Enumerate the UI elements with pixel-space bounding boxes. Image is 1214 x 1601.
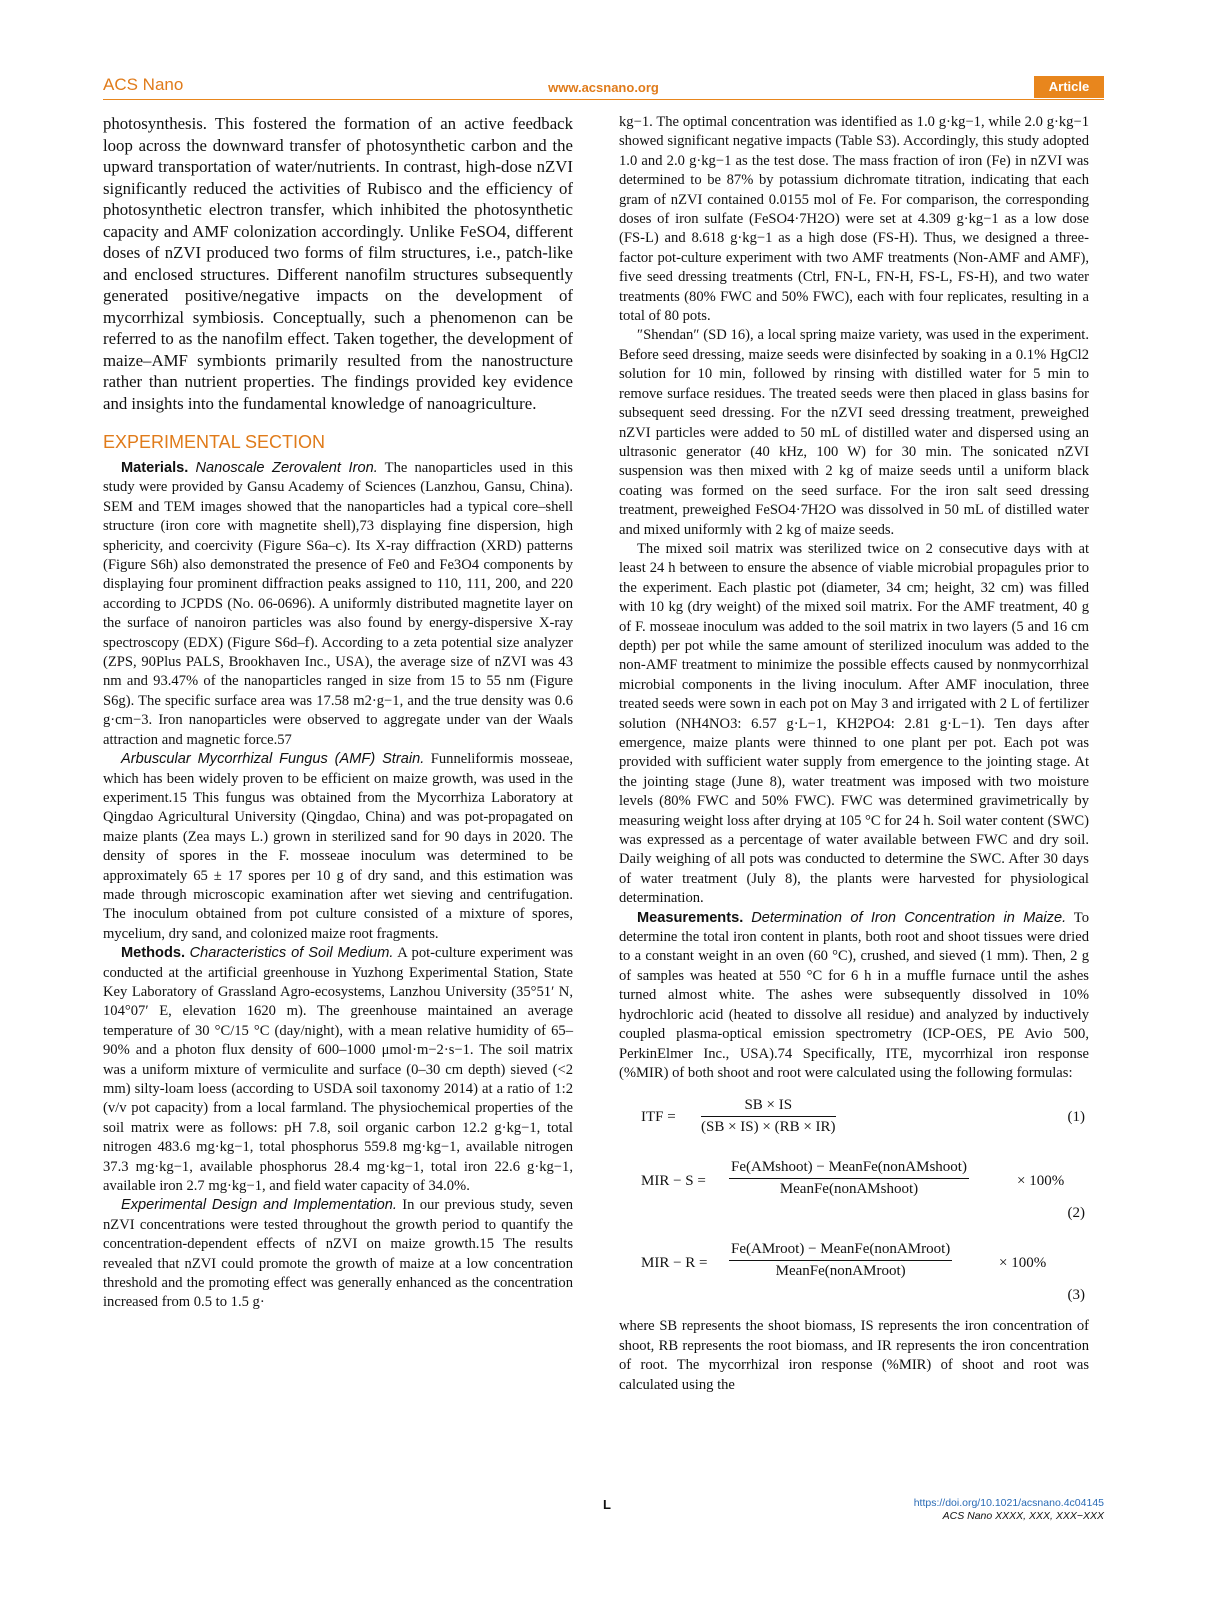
equation-2 <box>619 1159 1089 1227</box>
left-column <box>103 113 573 1313</box>
subheading: Experimental Design and Implementation. <box>121 1197 397 1214</box>
amf-paragraph <box>103 750 573 944</box>
equation-tail: × 100% <box>1017 1173 1065 1190</box>
methods-paragraph <box>103 944 573 1196</box>
journal-name: ACS Nano <box>103 75 184 94</box>
materials-paragraph <box>103 459 573 750</box>
paragraph-text: A pot-culture experiment was conducted at the artificial greenhouse in Yuzhong Experimental Station, State Key Laboratory of Grassland Agro-ecosystems, Lanzhou University (35°51′ N, 104°07′ E, elevation 1620 m). The greenhouse maintained an average temperature of 30 °C/15 °C (day/night), with a mean relative humidity of 65–90% and a photon flux density of 600–1000 μmol·m−2·s−1. The soil matrix was a uniform mixture of vermiculite and surface (0–30 cm depth) sieved (<2 mm) silty-loam loess (according to USDA soil taxonomy 2014) at a ratio of 1:2 (v/v pot capacity) from a local farmland. The physiochemical properties of the soil matrix were as follows: pH 7.8, soil organic carbon 12.2 g·kg−1, total nitrogen 483.6 mg·kg−1, total phosphorus 559.8 mg·kg−1, available nitrogen 37.3 mg·kg−1, available phosphorus 28.4 mg·kg−1, total iron 22.6 g·kg−1, available iron 2.7 mg·kg−1, and field water capacity of 34.0%. <box>103 945 573 1195</box>
equation-denominator: MeanFe(nonAMshoot) <box>779 1181 919 1198</box>
equation-definitions: where SB represents the shoot biomass, IS represents the iron concentration of shoot, RB represents the root biomass, and IR represents the iron concentration of root. The mycorrhizal iron response (%MIR) of shoot and root was calculated using the <box>619 1318 1089 1393</box>
citation-text: ACS Nano XXXX, XXX, XXX−XXX <box>942 1510 1104 1522</box>
equation-fraction <box>729 1159 969 1198</box>
seed-dressing-paragraph: ″Shendan″ (SD 16), a local spring maize variety, was used in the experiment. Before seed dressing, maize seeds were disinfected by soaking in a 0.1% HgCl2 solution for 10 min, followed by rinsing with distilled water for 5 min to remove surface residues. The treated seeds were then placed in glass basins for subsequent seed dressing. For the nZVI seed dressing treatment, preweighed nZVI particles were added to 50 mL of distilled water and dispersed using an ultrasonic generator (40 kHz, 100 W) for 30 min. The sonicated nZVI suspension was then mixed with 2 kg of maize seeds until a uniform black coating was formed on the seed surface. For the iron salt seed dressing treatment, preweighed FeSO4·7H2O was dissolved in 50 mL of distilled water and mixed uniformly with 2 kg of maize seeds. <box>619 327 1089 538</box>
footer-citation <box>914 1497 1104 1523</box>
subheading: Nanoscale Zerovalent Iron. <box>195 460 378 476</box>
run-in-heading: Methods. <box>121 945 186 962</box>
equation-lhs: ITF = <box>641 1109 676 1126</box>
paragraph-text: The nanoparticles used in this study were provided by Gansu Academy of Sciences (Lanzhou, Gansu, China). SEM and TEM images showed that the nanoparticles had a typical core–shell structure (iron core with magnetite shell),73 displaying fine dispersion, high sphericity, and coercivity (Figure S6a–c). Its X-ray diffraction (XRD) patterns (Figure S6h) also demonstrated the presence of Fe0 and Fe3O4 components by displaying four prominent diffraction peaks assigned to 110, 111, 200, and 220 according to JCPDS (No. 06-0696). A uniformly distributed magnetite layer on the surface of nanoiron particles was also found by energy-dispersive X-ray spectroscopy (EDX) (Figure S6d–f). According to a zeta potential size analyzer (ZPS, 90Plus PALS, Brookhaven Inc., USA), the average size of nZVI was 43 nm and 93.47% of the nanoparticles ranged in size from 15 to 55 nm (Figure S6g). The specific surface area was 17.58 m2·g−1, and the true density was 0.6 g·cm−3. Iron nanoparticles were observed to aggregate under van der Waals attraction and magnetic force.57 <box>103 460 573 748</box>
equation-lhs: MIR − S = <box>641 1173 706 1190</box>
run-in-heading: Measurements. <box>637 909 744 926</box>
equation-number: (1) <box>1067 1109 1085 1126</box>
equation-fraction <box>701 1097 836 1136</box>
equation-denominator: MeanFe(nonAMroot) <box>775 1263 906 1280</box>
doi-link[interactable]: https://doi.org/10.1021/acsnano.4c04145 <box>913 1497 1104 1509</box>
equation-fraction <box>729 1241 952 1280</box>
equation-number: (3) <box>1067 1287 1085 1304</box>
measurements-paragraph <box>619 909 1089 1084</box>
paragraph-text: To determine the total iron content in plants, both root and shoot tissues were dried to a constant weight in an oven (60 °C), crushed, and sieved (1 mm). Then, 2 g of samples was heated at 550 °C for 6 h in a muffle furnace until the ashes turned almost white. The ashes were subsequently dissolved in 10% hydrochloric acid (heated to dissolve all residue) and analyzed by inductively coupled plasma-optical emission spectrometry (ICP-OES, PE Avio 500, PerkinElmer Inc., USA).74 Specifically, ITE, mycorrhizal iron response (%MIR) of both shoot and root were calculated using the following formulas: <box>619 909 1089 1081</box>
equation-numerator: Fe(AMroot) − MeanFe(nonAMroot) <box>729 1241 952 1261</box>
paragraph-text: Funneliformis mosseae, which has been widely proven to be efficient on maize growth, was used in the experiment.15 This fungus was obtained from the Mycorrhiza Laboratory at Qingdao Agricultural University (Qingdao, China) and was pot-propagated on maize plants (Zea mays L.) grown in sterilized sand for 90 days in 2020. The density of spores in the F. mosseae inoculum was determined to be approximately 65 ± 17 spores per 10 g of dry sand, and this estimation was made through microscopic examination after wet sieving and centrifugation. The inoculum obtained from pot culture consisted of a mixture of spores, mycelium, dry sand, and colonized maize root fragments. <box>103 751 573 942</box>
equation-3 <box>619 1241 1089 1309</box>
subheading: Arbuscular Mycorrhizal Fungus (AMF) Strain. <box>121 751 425 768</box>
equation-lhs: MIR − R = <box>641 1255 708 1272</box>
design-paragraph <box>103 1196 573 1312</box>
equation-numerator: SB × IS <box>701 1097 836 1117</box>
article-type-badge: Article <box>1034 76 1104 98</box>
equation-1 <box>619 1097 1089 1145</box>
design-continued-paragraph: kg−1. The optimal concentration was identified as 1.0 g·kg−1, while 2.0 g·kg−1 showed significant negative impacts (Table S3). Accordingly, this study adopted 1.0 and 2.0 g·kg−1 as the test dose. The mass fraction of iron (Fe) in nZVI was determined to be 87% by potassium dichromate titration, indicating that each gram of nZVI contained 0.0155 mol of Fe. For comparison, the corresponding doses of iron sulfate (FeSO4·7H2O) were set at 4.309 g·kg−1 as a low dose (FS-L) and 8.618 g·kg−1 as a high dose (FS-H). Thus, we designed a three-factor pot-culture experiment with two AMF treatments (Non-AMF and AMF), five seed dressing treatments (Ctrl, FN-L, FN-H, FS-L, FS-H), and two water treatments (80% FWC and 50% FWC), each with four replicates, resulting in a total of 80 pots. <box>619 114 1089 325</box>
equation-number: (2) <box>1067 1205 1085 1222</box>
equation-numerator: Fe(AMshoot) − MeanFe(nonAMshoot) <box>729 1159 969 1179</box>
soil-matrix-paragraph: The mixed soil matrix was sterilized twice on 2 consecutive days with at least 24 h between to ensure the absence of viable microbial propagules prior to the experiment. Each plastic pot (diameter, 34 cm; height, 32 cm) was filled with 10 kg (dry weight) of the mixed soil matrix. For the AMF treatment, 40 g of F. mosseae inoculum was added to the soil matrix in two layers (5 and 16 cm depth) per pot while the same amount of sterilized inoculum was added to the non-AMF treatment to minimize the possible effects caused by nonmycorrhizal microbial components in the living inoculum. After AMF inoculation, three treated seeds were sown in each pot on May 3 and irrigated with 2 L of fertilizer solution (NH4NO3: 6.57 g·L−1, KH2PO4: 2.81 g·L−1). Ten days after emergence, maize plants were thinned to one plant per pot. Each pot was provided with sufficient water supply from emergence to the jointing stage. At the jointing stage (June 8), water treatment was imposed with two moisture levels (80% FWC and 50% FWC). FWC was determined gravimetrically by measuring weight loss after drying at 105 °C for 24 h. Soil water content (SWC) was expressed as a percentage of water available between FWC and dry soil. Daily weighing of all pots was conducted to determine the SWC. After 30 days of water treatment (July 8), the plants were harvested for physiological determination. <box>619 540 1089 907</box>
journal-url[interactable]: www.acsnano.org <box>548 80 659 95</box>
intro-paragraph: photosynthesis. This fostered the formation of an active feedback loop across the downward transfer of photosynthetic carbon and the upward transportation of water/nutrients. In contrast, high-dose nZVI significantly reduced the activities of Rubisco and the efficiency of photosynthetic electron transfer, which inhibited the photosynthetic capacity and AMF colonization accordingly. Unlike FeSO4, different doses of nZVI produced two forms of film structures, i.e., patch-like and enclosed structures. Different nanofilm structures subsequently generated positive/negative impacts on the development of mycorrhizal symbiosis. Conceptually, such a phenomenon can be referred to as the nanofilm effect. Taken together, the development of maize–AMF symbionts primarily resulted from the nanostructure rather than nutrient properties. The findings provided key evidence and insights into the fundamental knowledge of nanoagriculture. <box>103 114 573 413</box>
subheading: Characteristics of Soil Medium. <box>189 945 394 962</box>
page-header <box>103 76 1104 98</box>
right-column <box>619 113 1089 1395</box>
equation-tail: × 100% <box>999 1255 1047 1272</box>
subheading: Determination of Iron Concentration in Maize. <box>751 909 1067 926</box>
run-in-heading: Materials. <box>121 460 189 476</box>
equation-denominator: (SB × IS) × (RB × IR) <box>701 1119 836 1136</box>
section-title: EXPERIMENTAL SECTION <box>103 432 326 452</box>
page-number: L <box>603 1497 611 1512</box>
header-rule <box>103 99 1104 100</box>
paragraph-text: In our previous study, seven nZVI concentrations were tested throughout the growth period to quantify the concentration-dependent effects of nZVI on maize growth.15 The results revealed that nZVI could promote the growth of maize at a low concentration threshold and the promoting effect was generally enhanced as the concentration increased from 0.5 to 1.5 g· <box>103 1197 573 1311</box>
